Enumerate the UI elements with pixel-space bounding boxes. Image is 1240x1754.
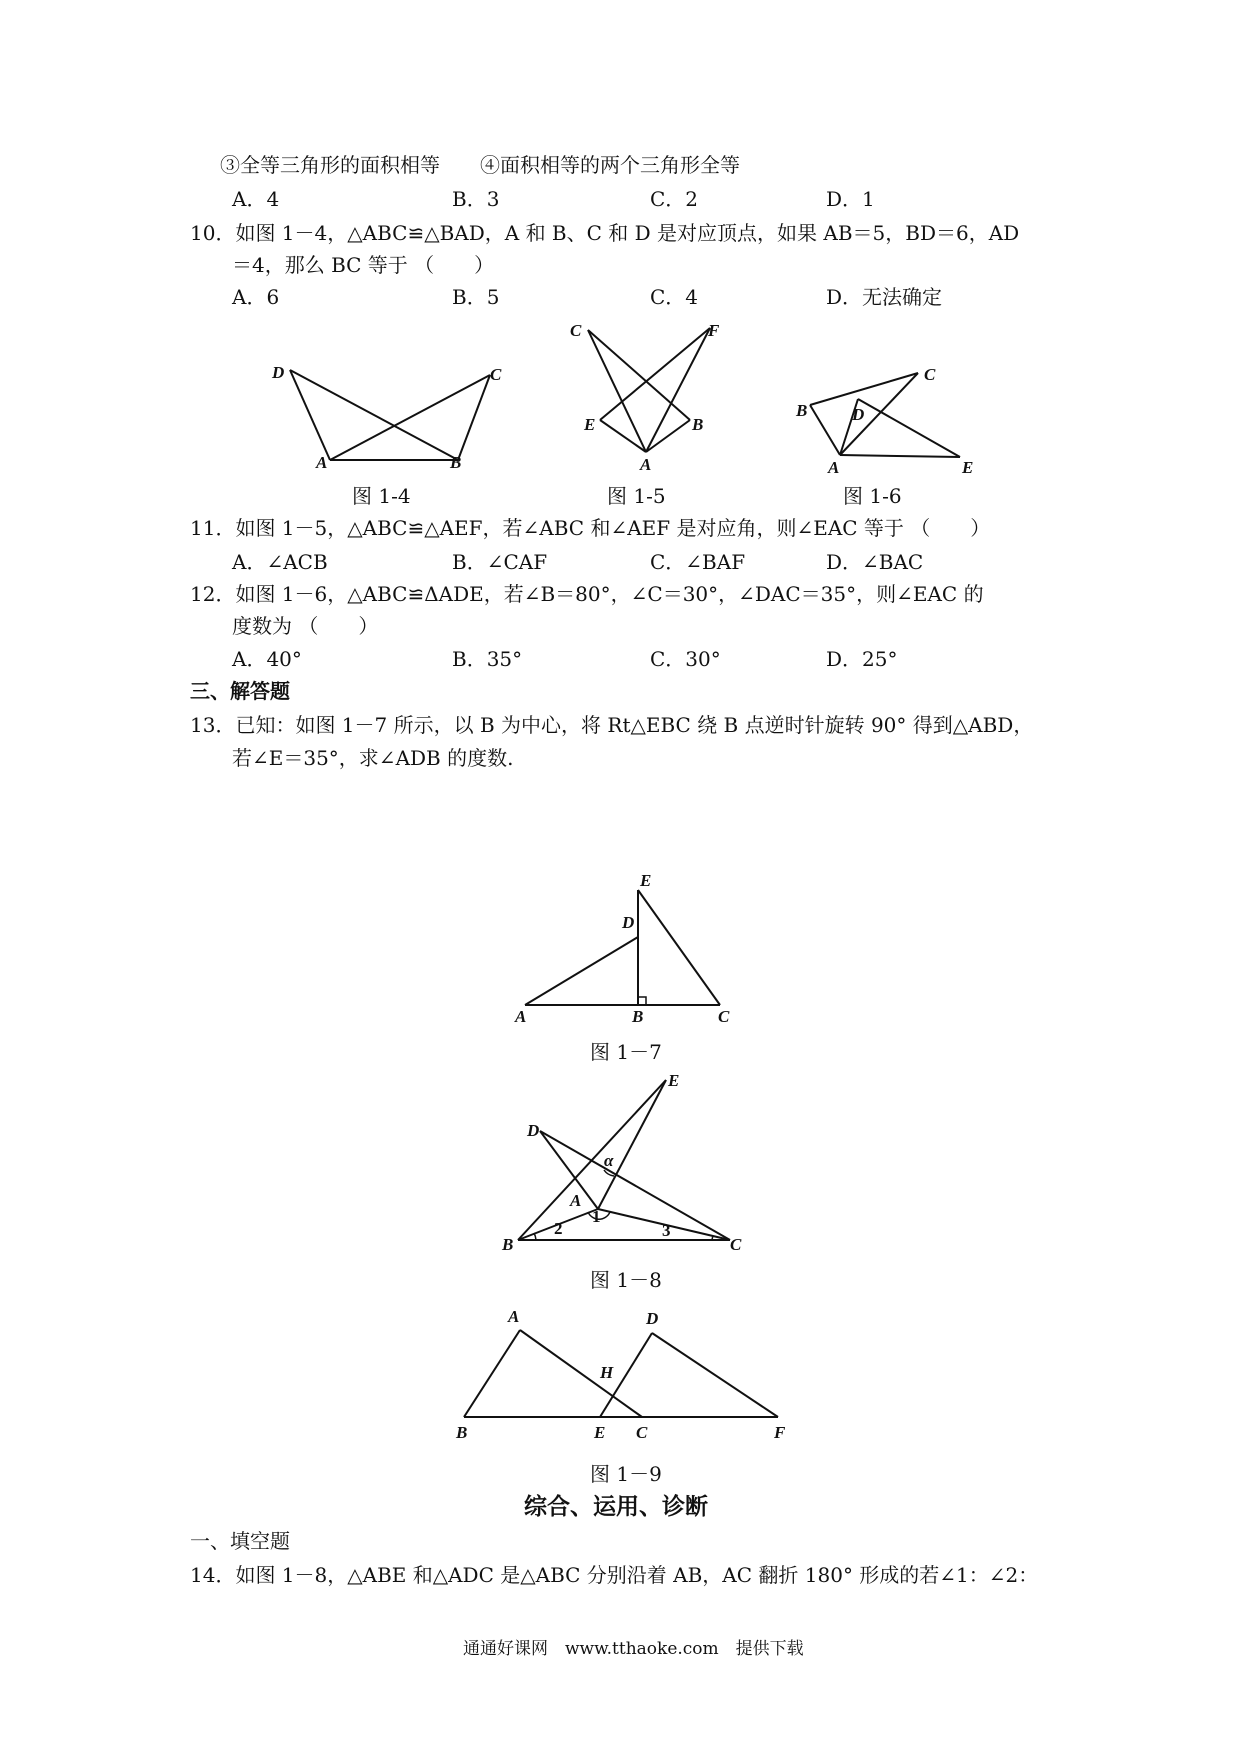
section-title: 综合、运用、诊断: [524, 1493, 708, 1520]
fig14-caption: 图 1-4: [352, 484, 411, 508]
fig14-label-d: D: [272, 363, 285, 382]
q11-option-b: B．∠CAF: [452, 550, 548, 574]
fig18-label-d: D: [527, 1121, 540, 1140]
fig17-label-b: B: [632, 1007, 644, 1026]
fig17-caption: 图 1－7: [590, 1040, 662, 1064]
fig18-label-c: C: [730, 1235, 742, 1254]
fig18-label-1: 1: [592, 1207, 601, 1226]
fig16-label-b: B: [796, 401, 808, 420]
fig15-label-b: B: [692, 415, 704, 434]
fig19-label-b: B: [456, 1423, 468, 1442]
q9-option-d: D．1: [826, 187, 875, 211]
q12-line1: 12．如图 1－6，△ABC≌ΔADE，若∠B＝80°，∠C＝30°，∠DAC＝35°，则∠EAC 的: [190, 582, 984, 606]
fig15-caption: 图 1-5: [607, 484, 666, 508]
q9-option-c: C．2: [650, 187, 699, 211]
page-footer: 通通好课网 www.tthaoke.com 提供下载: [463, 1639, 804, 1659]
fig17-label-a: A: [515, 1007, 527, 1026]
q12-option-c: C．30°: [650, 647, 721, 671]
q12-option-d: D．25°: [826, 647, 898, 671]
fig14-label-c: C: [490, 365, 502, 384]
fig15-label-a: A: [640, 455, 652, 474]
fig18-label-b: B: [502, 1235, 514, 1254]
q10-option-b: B．5: [452, 285, 500, 309]
q10-option-d: D．无法确定: [826, 285, 943, 309]
fig17-label-c: C: [718, 1007, 730, 1026]
fig15-label-c: C: [570, 321, 582, 340]
fig17-label-d: D: [622, 913, 635, 932]
fig18-label-a: A: [570, 1191, 582, 1210]
q10-line1: 10．如图 1－4，△ABC≌△BAD，A 和 B、C 和 D 是对应顶点，如果 AB＝5，BD＝6，AD: [190, 221, 1020, 245]
fig19-label-d: D: [646, 1309, 659, 1328]
q11-text: 11．如图 1－5，△ABC≌△AEF，若∠ABC 和∠AEF 是对应角，则∠EAC 等于 （ ）: [190, 516, 991, 540]
fig16-label-a: A: [828, 458, 840, 477]
q13-line1: 13．已知：如图 1－7 所示，以 B 为中心，将 Rt△EBC 绕 B 点逆时针旋转 90° 得到△ABD，: [190, 713, 1034, 737]
fill-blank-heading: 一、填空题: [190, 1529, 290, 1553]
fig16-label-e: E: [962, 458, 974, 477]
fig18-label-e: E: [668, 1071, 680, 1090]
fig14-label-a: A: [316, 453, 328, 472]
fig19-label-h: H: [600, 1363, 614, 1382]
fig18-label-3: 3: [662, 1221, 671, 1240]
fig14-label-b: B: [450, 453, 462, 472]
figure-1-7: [520, 885, 730, 1010]
figure-1-6: [800, 365, 970, 465]
fig19-label-c: C: [636, 1423, 648, 1442]
q11-option-a: A．∠ACB: [232, 550, 328, 574]
q9-statements: ③全等三角形的面积相等 ④面积相等的两个三角形全等: [220, 153, 740, 177]
fig17-label-e: E: [640, 871, 652, 890]
fig15-label-f: F: [708, 321, 720, 340]
q9-option-a: A．4: [232, 187, 280, 211]
q12-line2: 度数为 （ ）: [232, 614, 379, 638]
section-3-heading: 三、解答题: [190, 679, 290, 703]
fig18-label-alpha: α: [604, 1151, 614, 1170]
fig18-caption: 图 1－8: [590, 1268, 662, 1292]
q14-text: 14．如图 1－8，△ABE 和△ADC 是△ABC 分别沿着 AB，AC 翻折 180° 形成的若∠1：∠2：: [190, 1563, 1039, 1587]
fig16-caption: 图 1-6: [843, 484, 902, 508]
fig15-label-e: E: [584, 415, 596, 434]
q11-option-d: D．∠BAC: [826, 550, 924, 574]
q12-option-b: B．35°: [452, 647, 523, 671]
fig19-label-f: F: [774, 1423, 786, 1442]
fig18-label-2: 2: [554, 1219, 563, 1238]
q10-line2: ＝4，那么 BC 等于 （ ）: [232, 253, 495, 277]
fig19-caption: 图 1－9: [590, 1462, 662, 1486]
fig19-label-e: E: [594, 1423, 606, 1442]
figure-1-9: [460, 1325, 790, 1421]
fig16-label-d: D: [852, 405, 865, 424]
q11-option-c: C．∠BAF: [650, 550, 746, 574]
q10-option-c: C．4: [650, 285, 699, 309]
fig19-label-a: A: [508, 1307, 520, 1326]
figure-1-8: [510, 1075, 750, 1245]
q9-option-b: B．3: [452, 187, 500, 211]
q10-option-a: A．6: [232, 285, 280, 309]
fig16-label-c: C: [924, 365, 936, 384]
q12-option-a: A．40°: [232, 647, 302, 671]
q13-line2: 若∠E＝35°，求∠ADB 的度数.: [232, 746, 514, 770]
figure-1-4: [260, 355, 520, 465]
